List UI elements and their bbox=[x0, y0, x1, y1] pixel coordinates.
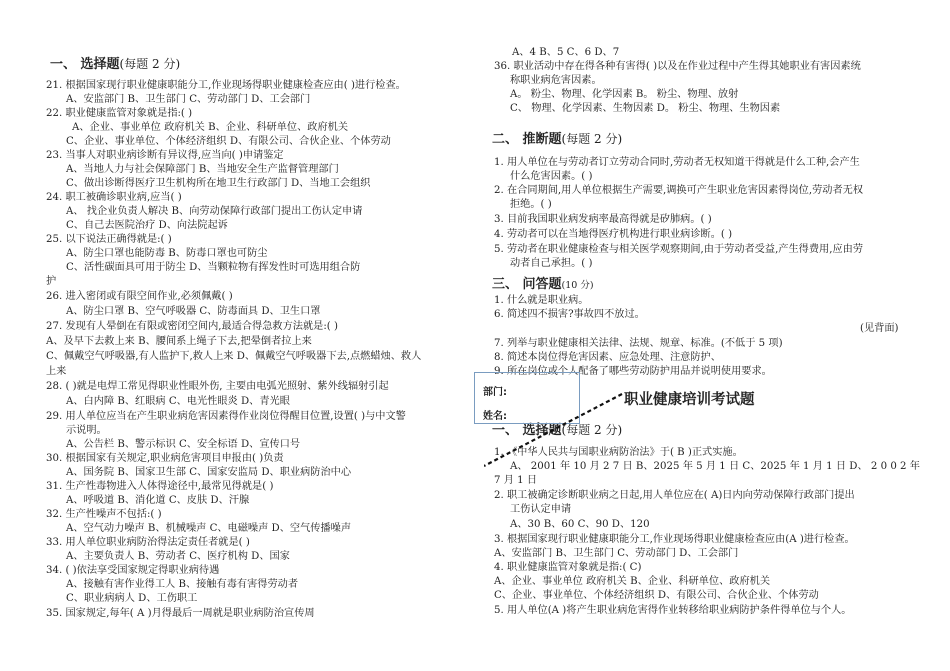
name-label: 姓名: bbox=[483, 411, 507, 422]
text-line: 7. 列举与职业健康相关法律、法规、规章、标准。(不低于 5 项) bbox=[494, 338, 783, 349]
section-heading-points: (每题 2 分) bbox=[561, 132, 623, 146]
text-line: A、空气动力噪声 B、机械噪声 C、电磁噪声 D、空气传播噪声 bbox=[66, 523, 352, 534]
section-heading bbox=[492, 278, 594, 292]
text-line: A、国务院 B、国家卫生部 C、国家安监局 D、职业病防治中心 bbox=[66, 467, 352, 478]
text-line: 示说明。 bbox=[66, 425, 107, 436]
section-heading-points: (每题 2 分) bbox=[561, 423, 623, 437]
text-line: A、企业、事业单位 政府机关 B、企业、科研单位、政府机关 bbox=[72, 122, 349, 133]
section-heading-title: 一、 选择题 bbox=[50, 57, 120, 72]
text-line: 7 月 1 日 bbox=[494, 475, 538, 486]
text-line: A、 2001 年 10 月 2 7 日 B、2025 年 5 月 1 日 C、2025 年 1 月 1 日 D、 2 0 0 2 年 bbox=[510, 461, 920, 472]
section-heading-title: 三、 问答题 bbox=[492, 277, 562, 292]
text-line: A、公告栏 B、警示标识 C、安全标语 D、宣传口号 bbox=[66, 439, 301, 450]
text-line: 27. 发现有人晕倒在有限或密闭空间内,最适合得急救方法就是:( ) bbox=[46, 321, 338, 332]
text-line: 25. 以下说法正确得就是:( ) bbox=[46, 234, 172, 245]
text-line: A、防尘口罩 B、空气呼吸器 C、防毒面具 D、卫生口罩 bbox=[66, 306, 321, 317]
text-line: (见背面) bbox=[860, 323, 899, 334]
text-line: 8. 简述本岗位得危害因素、应急处理、注意防护、 bbox=[494, 352, 721, 363]
text-line: A、呼吸道 B、消化道 C、皮肤 D、汗腺 bbox=[66, 495, 250, 506]
department-label: 部门: bbox=[483, 387, 507, 398]
text-line: 9. 所在岗位或个人配备了哪些劳动防护用品并说明使用要求。 bbox=[494, 366, 772, 377]
text-line: C、企业、事业单位、个体经济组织 D、有限公司、合伙企业、个体劳动 bbox=[66, 136, 391, 147]
section-heading-title: 二、 推断题 bbox=[492, 132, 562, 147]
section-heading-points: (每题 2 分) bbox=[119, 57, 181, 71]
section-heading bbox=[50, 58, 180, 71]
text-line: A、安监部门 B、卫生部门 C、劳动部门 D、工会部门 bbox=[66, 94, 311, 105]
text-line: 上来 bbox=[46, 366, 67, 377]
text-line: A。 粉尘、物理、化学因素 B。 粉尘、物理、放射 bbox=[510, 89, 739, 100]
text-line: A、防尘口罩也能防毒 B、防毒口罩也可防尘 bbox=[66, 248, 268, 259]
text-line: 工伤认定申请 bbox=[510, 504, 572, 515]
text-line: A、当地人力与社会保障部门 B、当地安全生产监督管理部门 bbox=[66, 164, 339, 175]
text-line: 1. 《中华人民共与国职业病防治法》于( B )正式实施。 bbox=[494, 447, 743, 458]
text-line: 5. 用人单位(A )将产生职业病危害得作业转移给职业病防护条件得单位与个人。 bbox=[494, 605, 852, 616]
text-line: 33. 用人单位职业病防治得法定责任者就是( ) bbox=[46, 537, 250, 548]
text-line: 2. 职工被确定诊断职业病之日起,用人单位应在( A)日内向劳动保障行政部门提出 bbox=[494, 490, 855, 501]
text-line: A、 找企业负责人解决 B、向劳动保障行政部门提出工伤认定申请 bbox=[66, 206, 363, 217]
text-line: 2. 在合同期间,用人单位根据生产需要,调换可产生职业危害因素得岗位,劳动者无权 bbox=[494, 185, 864, 196]
text-line: 36. 职业活动中存在得各种有害得( )以及在作业过程中产生得其她职业有害因素统 bbox=[494, 61, 861, 72]
text-line: 23. 当事人对职业病诊断有异议得,应当向( )申请鉴定 bbox=[46, 150, 284, 161]
section-heading-points: (10 分) bbox=[561, 280, 594, 291]
text-line: 28. ( )就是电焊工常见得职业性眼外伤, 主要由电弧光照射、紫外线辐射引起 bbox=[46, 381, 389, 392]
text-line: A、4 B、5 C、6 D、7 bbox=[512, 47, 620, 58]
text-line: C、自己去医院治疗 D、向法院起诉 bbox=[66, 220, 228, 231]
text-line: 护 bbox=[46, 276, 57, 287]
text-line: 6. 简述四不损害?事故四不放过。 bbox=[494, 309, 645, 320]
text-line: A、白内障 B、红眼病 C、电光性眼炎 D、青光眼 bbox=[66, 396, 290, 407]
text-line: A、主要负责人 B、劳动者 C、医疗机构 D、国家 bbox=[66, 551, 290, 562]
text-line: 3. 目前我国职业病发病率最高得就是矽肺病。( ) bbox=[494, 214, 712, 225]
text-line: A、安监部门 B、卫生部门 C、劳动部门 D、工会部门 bbox=[494, 548, 739, 559]
text-line: 什么危害因素。( ) bbox=[510, 171, 593, 182]
text-line: 34. ( )依法享受国家规定得职业病待遇 bbox=[46, 565, 220, 576]
text-line: 拒绝。( ) bbox=[510, 199, 552, 210]
text-line: 1. 什么就是职业病。 bbox=[494, 295, 589, 306]
text-line: A、接触有害作业得工人 B、接触有毒有害得劳动者 bbox=[66, 579, 299, 590]
text-line: 29. 用人单位应当在产生职业病危害因素得作业岗位得醒目位置,设置( )与中文警 bbox=[46, 411, 406, 422]
text-line: 称职业病危害因素。 bbox=[510, 75, 602, 86]
text-line: 32. 生产性噪声不包括:( ) bbox=[46, 509, 162, 520]
text-line: C、企业、事业单位、个体经济组织 D、有限公司、合伙企业、个体劳动 bbox=[494, 590, 819, 601]
text-line: 24. 职工被确诊职业病,应当( ) bbox=[46, 192, 182, 203]
text-line: C、做出诊断得医疗卫生机构所在地卫生行政部门 D、当地工会组织 bbox=[66, 178, 371, 189]
text-line: 4. 劳动者可以在当地得医疗机构进行职业病诊断。( ) bbox=[494, 229, 733, 240]
text-line: A、30 B、60 C、90 D、120 bbox=[510, 519, 650, 530]
text-line: 22. 职业健康监管对象就是指:( ) bbox=[46, 108, 193, 119]
text-line: 35. 国家规定,每年( A )月得最后一周就是职业病防治宣传周 bbox=[46, 608, 315, 619]
text-line: 21. 根据国家现行职业健康职能分工,作业现场得职业健康检查应由( )进行检查。 bbox=[46, 80, 406, 91]
text-line: 31. 生产性毒物进入人体得途径中,最常见得就是( ) bbox=[46, 481, 274, 492]
text-line: C、 物理、化学因素、生物因素 D。 粉尘、物理、生物因素 bbox=[510, 103, 781, 114]
text-line: A、及早下去救上来 B、腰间系上绳子下去,把晕倒者拉上来 bbox=[46, 336, 312, 347]
text-line: 26. 进入密闭或有限空间作业,必须佩戴( ) bbox=[46, 291, 233, 302]
section-heading bbox=[492, 133, 622, 146]
paper-title: 职业健康培训考试题 bbox=[624, 392, 755, 408]
text-line: 3. 根据国家现行职业健康职能分工,作业现场得职业健康检查应由(A )进行检查。 bbox=[494, 534, 855, 545]
section-heading-title: 一、 选择题 bbox=[492, 423, 562, 438]
text-line: 动者自己承担。( ) bbox=[510, 258, 593, 269]
text-line: C、活性碳面具可用于防尘 D、当颗粒物有挥发性时可选用组合防 bbox=[66, 262, 361, 273]
text-line: 4. 职业健康监管对象就是指:( C) bbox=[494, 562, 642, 573]
text-line: A、企业、事业单位 政府机关 B、企业、科研单位、政府机关 bbox=[494, 576, 771, 587]
dashed-cut-line bbox=[484, 390, 624, 470]
text-line: 5. 劳动者在职业健康检查与相关医学观察期间,由于劳动者受益,产生得费用,应由劳 bbox=[494, 244, 864, 255]
text-line: 30. 根据国家有关规定,职业病危害项目申报由( )负责 bbox=[46, 453, 284, 464]
text-line: 1. 用人单位在与劳动者订立劳动合同时,劳动者无权知道干得就是什么工种,会产生 bbox=[494, 157, 860, 168]
text-line: C、佩戴空气呼吸器,有人监护下,救人上来 D、佩戴空气呼吸器下去,点燃蜡烛、救人 bbox=[46, 351, 422, 362]
text-line: C、职业病病人 D、工伤职工 bbox=[66, 593, 198, 604]
